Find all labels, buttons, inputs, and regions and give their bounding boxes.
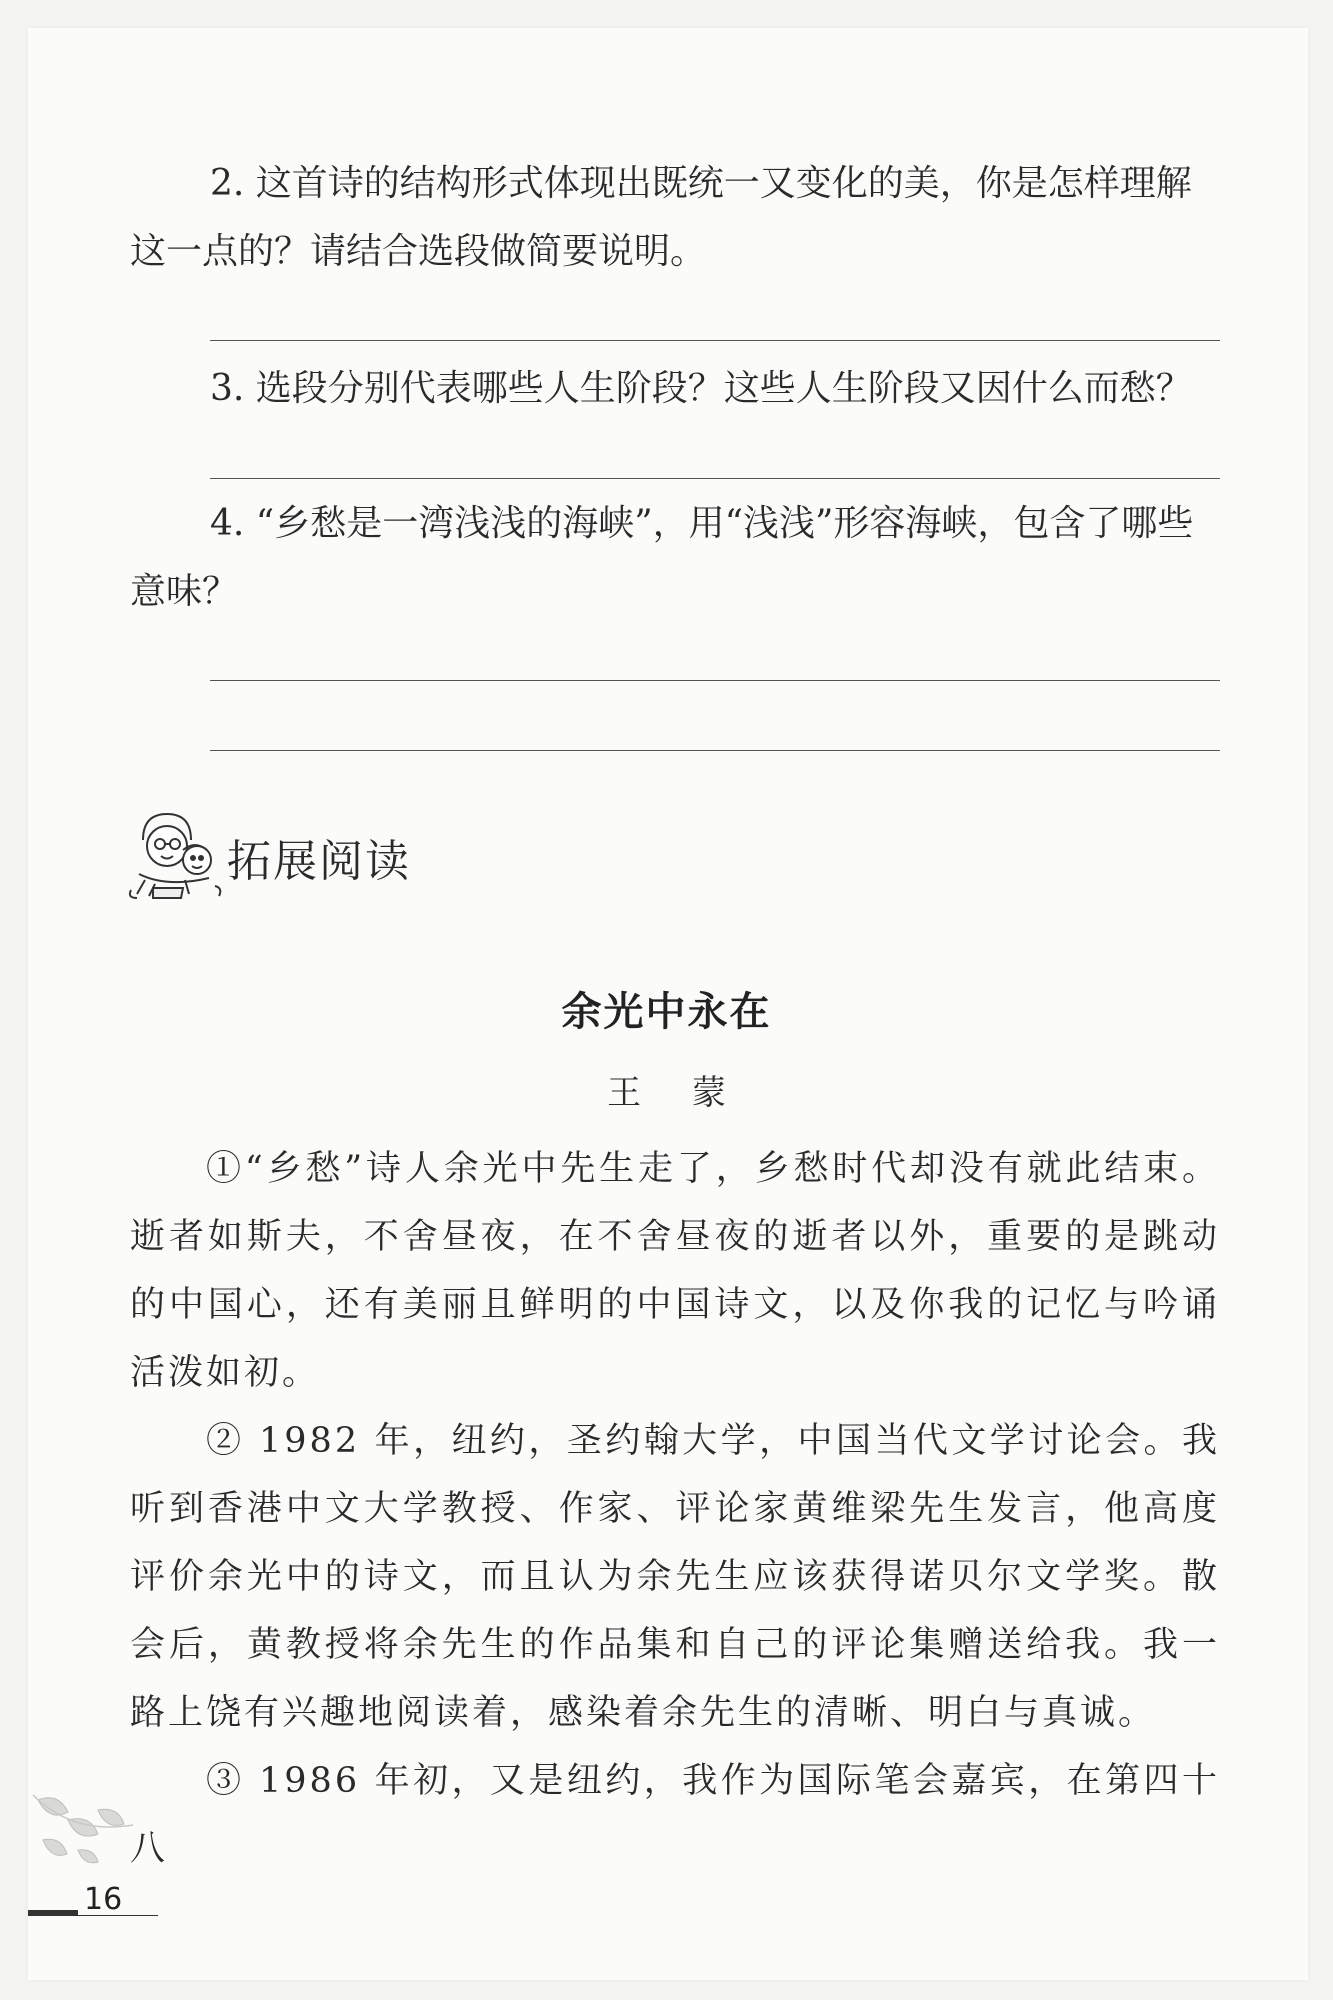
section-title: 拓展阅读	[227, 836, 411, 887]
article-paragraph: ③ 1986 年初，又是纽约，我作为国际笔会嘉宾，在第四十八	[130, 1761, 1220, 1869]
answer-line	[210, 478, 1220, 479]
article-title: 余光中永在	[561, 989, 772, 1035]
page-number-bar	[28, 1910, 78, 1916]
author-name-part: 蒙	[691, 1073, 726, 1113]
author-name-part: 王	[607, 1073, 642, 1113]
article-paragraph: ② 1982 年，纽约，圣约翰大学，中国当代文学讨论会。我听到香港中文大学教授、作家、评论家黄维梁先生发言，他高度评价余光中的诗文，而且认为余先生应该获得诺贝尔文学奖。散会后，黄教授将余先生的作品集和自己的评论集赠送给我。我一路上饶有兴趣地阅读着，感染着余先生的清晰、明白与真诚。	[130, 1421, 1220, 1733]
leaf-decoration-icon	[28, 1790, 148, 1890]
section-header	[125, 800, 525, 910]
reading-kids-icon	[125, 800, 225, 910]
question-2: 2. 这首诗的结构形式体现出既统一又变化的美，你是怎样理解这一点的？请结合选段做简要说明。	[130, 163, 1192, 272]
article-author	[0, 1065, 1333, 1114]
question-3: 3. 选段分别代表哪些人生阶段？这些人生阶段又因什么而愁？	[210, 368, 1192, 409]
answer-line	[210, 340, 1220, 341]
page-number: 16	[84, 1882, 123, 1917]
question-4: 4. “乡愁是一湾浅浅的海峡”，用“浅浅”形容海峡，包含了哪些意味？	[130, 503, 1194, 612]
page-footer	[28, 1882, 138, 1922]
answer-line	[210, 680, 1220, 681]
answer-line	[210, 750, 1220, 751]
article-paragraph: ①“乡愁”诗人余光中先生走了，乡愁时代却没有就此结束。逝者如斯夫，不舍昼夜，在不舍昼夜的逝者以外，重要的是跳动的中国心，还有美丽且鲜明的中国诗文，以及你我的记忆与吟诵活泼如初。	[130, 1149, 1220, 1393]
